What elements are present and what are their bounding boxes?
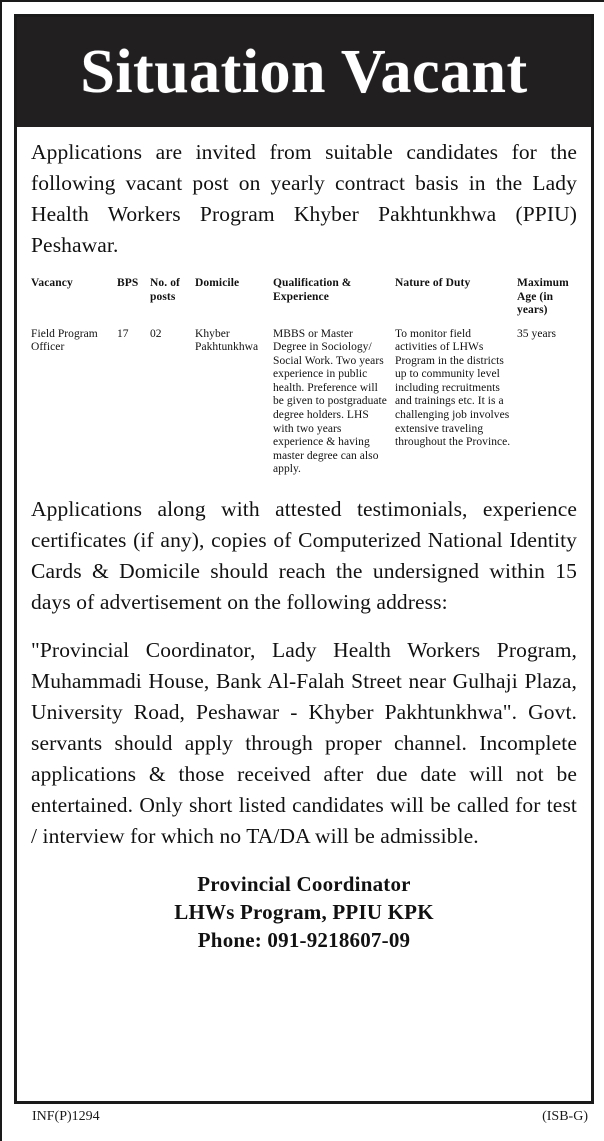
cell-duty: To monitor field activities of LHWs Program in the districts up to community level including recruitments and trainings etc. It is a challenging job involves extensive traveling throughout the Province. bbox=[395, 327, 511, 449]
page-footer bbox=[14, 1108, 594, 1125]
vacancy-table bbox=[31, 277, 579, 477]
title-banner bbox=[17, 17, 591, 127]
signature-title: Provincial Coordinator bbox=[197, 872, 411, 897]
address-paragraph: "Provincial Coordinator, Lady Health Workers Program, Muhammadi House, Bank Al-Falah Street near Gulhaji Plaza, University Road, Peshawar - Khyber Pakhtunkhwa". Govt. servants should apply through proper channel. Incomplete applications & those received after due date will not be entertained. Only short listed candidates will be called for test / interview for which no TA/DA will be admissible. bbox=[31, 638, 577, 849]
cell-qualification: MBBS or Master Degree in Sociology/ Social Work. Two years experience in public health. Preference will be given to postgraduate degree holders. LHS with two years experience & having master degree can also apply. bbox=[273, 327, 387, 476]
advertisement-box bbox=[14, 14, 594, 1104]
cell-age: 35 years bbox=[517, 327, 557, 340]
table-header bbox=[31, 277, 579, 318]
footer-edition-code: (ISB-G) bbox=[542, 1109, 588, 1124]
column-header-bps: BPS bbox=[117, 277, 139, 289]
intro-paragraph: Applications are invited from suitable candidates for the following vacant post on yearly contract basis in the Lady Health Workers Program Khyber Pakhtunkhwa (PPIU) Peshawar. bbox=[31, 140, 577, 257]
cell-bps: 17 bbox=[117, 327, 129, 340]
signature-block bbox=[31, 870, 577, 954]
cell-vacancy: Field Program Officer bbox=[31, 327, 98, 354]
column-header-age: Maximum Age (in years) bbox=[517, 277, 569, 316]
column-header-posts: No. of posts bbox=[150, 277, 180, 303]
signature-phone: Phone: 091-9218607-09 bbox=[197, 928, 411, 953]
column-header-vacancy: Vacancy bbox=[31, 277, 73, 289]
page-title: Situation Vacant bbox=[80, 38, 528, 106]
cell-domicile: Khyber Pakhtunkhwa bbox=[195, 327, 259, 354]
cell-posts: 02 bbox=[150, 327, 162, 340]
column-header-domicile: Domicile bbox=[195, 277, 240, 289]
table-header-row bbox=[31, 277, 579, 318]
submission-paragraph: Applications along with attested testimonials, experience certificates (if any), copies of Computerized National Identity Cards & Domicile should reach the undersigned within 15 days of advertisement on the following address: bbox=[31, 497, 577, 615]
table-body bbox=[31, 318, 579, 478]
column-header-duty: Nature of Duty bbox=[395, 277, 471, 289]
signature-organization: LHWs Program, PPIU KPK bbox=[174, 900, 434, 925]
table-row bbox=[31, 318, 579, 478]
advertisement-content bbox=[17, 127, 591, 954]
column-header-qualification: Qualification & Experience bbox=[273, 277, 352, 303]
footer-reference-code: INF(P)1294 bbox=[32, 1109, 100, 1124]
